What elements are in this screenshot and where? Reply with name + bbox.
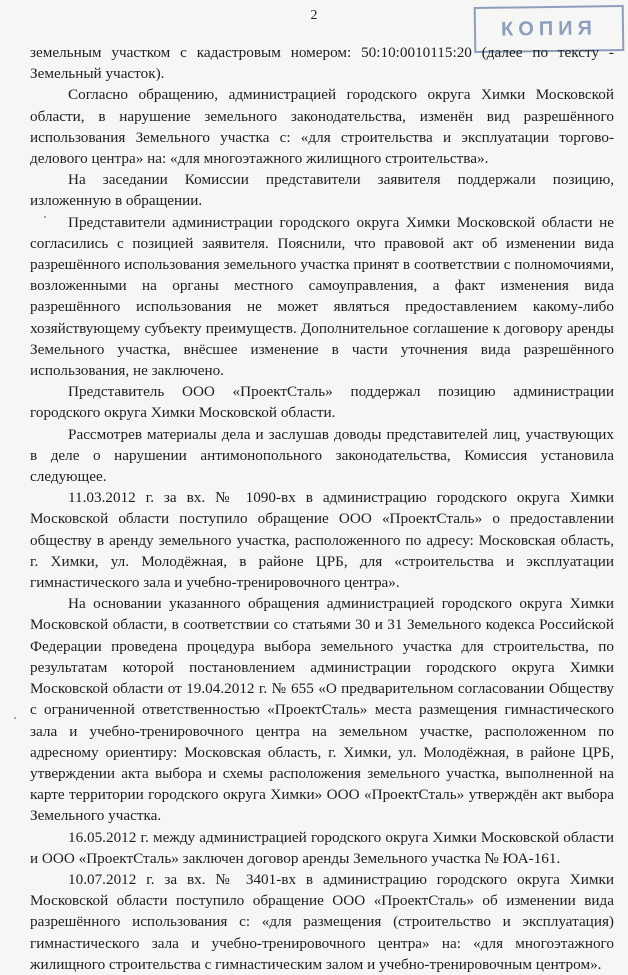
copy-stamp: КОПИЯ [474,5,625,53]
page-number: 2 [310,8,318,23]
paragraph: земельным участком с кадастровым номером: 50:10:0010115:20 (далее по тексту - Земельный участок). [30,44,614,83]
document-body [30,42,614,975]
paragraph: Рассмотрев материалы дела и заслушав доводы представителей лиц, участвующих в деле о нарушении антимонопольного законодательства, Комиссия установила следующее. [30,425,614,486]
paragraph: Представители администрации городского округа Химки Московской области не согласились с позицией заявителя. Пояснили, что правовой акт об изменении вида разрешённого использования земельного участка принят в соответствии с полномочиями, возложенными на органы местного самоуправления, а факт изменения вида разрешённого использования не может являться предоставлением какому-либо хозяйствующему субъекту преимуществ. Дополнительное соглашение к договору аренды Земельного участка, внёсшее изменение в части уточнения вида разрешённого использования, не заключено. [30,213,614,380]
paragraph: Представитель ООО «ПроектСталь» поддержал позицию администрации городского округа Химки Московской области. [30,383,614,422]
paragraph: 11.03.2012 г. за вх. № 1090-вх в администрацию городского округа Химки Московской области поступило обращение ООО «ПроектСталь» о предоставлении обществу в аренду земельного участка, расположенного по адресу: Московская область, г. Химки, ул. Молодёжная, в районе ЦРБ, для «строительства и эксплуатации гимнастического зала и учебно-тренировочного центра». [30,489,614,592]
paragraph: На основании указанного обращения администрацией городского округа Химки Московской области, в соответствии со статьями 30 и 31 Земельного кодекса Российской Федерации проведена процедура выбора земельного участка для строительства, по результатам которой постановлением администрации городского округа Химки Московской области от 19.04.2012 г. № 655 «О предварительном согласовании Обществу с ограниченной ответственностью «ПроектСталь» места размещения гимнастического зала и учебно-тренировочного центра на земельном участке, расположенном по адресному ориентиру: Московская область, г. Химки, ул. Молодёжная, в районе ЦРБ, утверждении акта выбора и схемы расположения земельного участка, выполненной на карте территории городского округа Химки» ООО «ПроектСталь» утверждён акт выбора Земельного участка. [30,595,614,825]
paragraph: Согласно обращению, администрацией городского округа Химки Московской области, в нарушение земельного законодательства, изменён вид разрешённого использования Земельного участка с: «для строительства и эксплуатации торгово-делового центра» на: «для многоэтажного жилищного строительства». [30,86,614,168]
paragraph: 10.07.2012 г. за вх. № 3401-вх в администрацию городского округа Химки Московской области поступило обращение ООО «ПроектСталь» об изменении вида разрешённого использования с: «для размещения (строительство и эксплуатация) гимнастического зала и учебно-тренировочного центра» на: «для многоэтажного жилищного строительства с гимнастическим залом и учебно-тренировочным центром». [30,870,614,973]
scan-speck [44,216,46,218]
paragraph: 16.05.2012 г. между администрацией городского округа Химки Московской области и ООО «ПроектСталь» заключен договор аренды Земельного участка № ЮА-161. [30,828,614,867]
scan-speck [14,717,16,719]
paragraph: На заседании Комиссии представители заявителя поддержали позицию, изложенную в обращении. [30,171,614,210]
